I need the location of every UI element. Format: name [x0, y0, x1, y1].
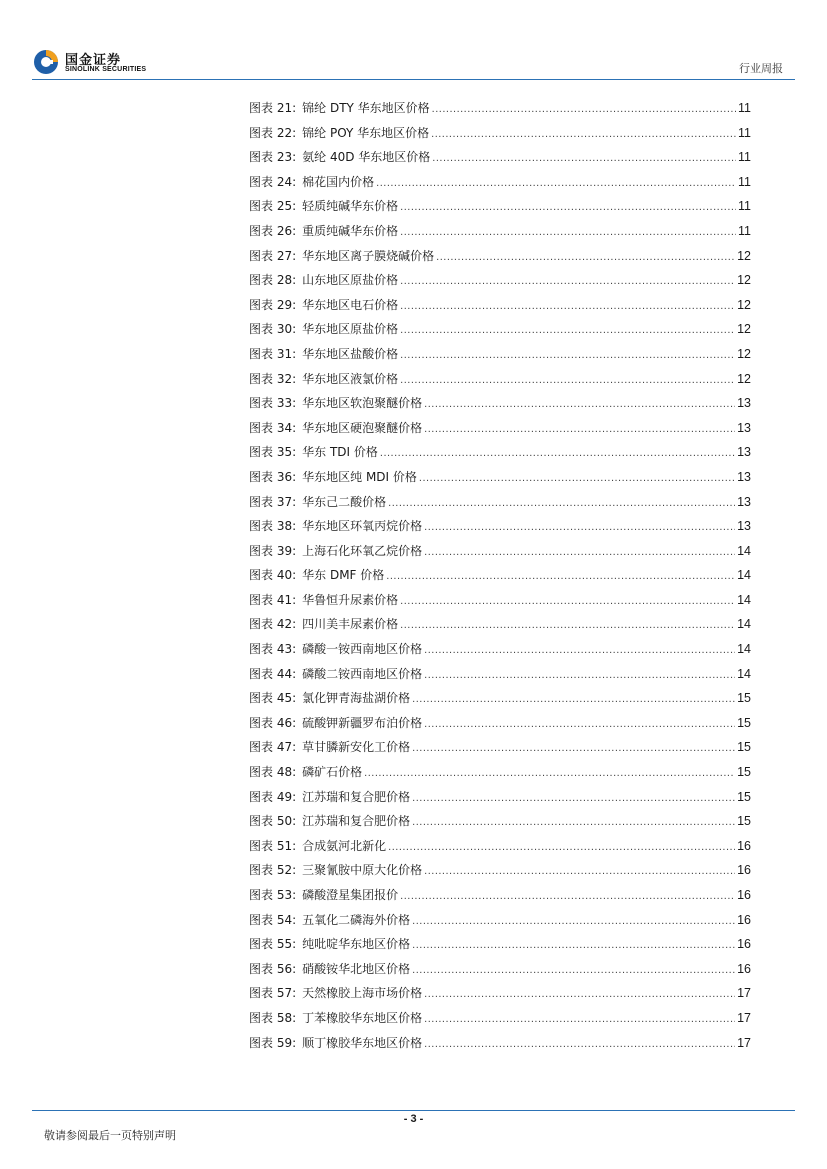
toc-entry-label: 图表 39:	[249, 543, 297, 558]
toc-dot-leader	[400, 222, 736, 242]
logo-chinese-name: 国金证券	[65, 53, 122, 68]
toc-entry-page: 12	[737, 322, 751, 337]
toc-entry-label: 图表 43:	[249, 642, 297, 657]
toc-entry[interactable]	[249, 885, 751, 910]
toc-entry[interactable]	[249, 787, 751, 812]
toc-entry-title: 锦纶 POY 华东地区价格	[302, 125, 430, 140]
toc-entry-title: 华东地区液氯价格	[302, 371, 399, 386]
toc-entry[interactable]	[249, 541, 751, 566]
toc-entry-title: 锦纶 DTY 华东地区价格	[302, 101, 430, 115]
toc-entry-label: 图表 27:	[249, 248, 297, 263]
toc-entry-page: 12	[737, 346, 751, 361]
toc-entry-title: 华东地区软泡聚醚价格	[302, 396, 423, 411]
toc-entry-title: 氨纶 40D 华东地区价格	[302, 150, 431, 165]
toc-dot-leader	[424, 1034, 735, 1054]
toc-entry[interactable]	[249, 418, 751, 443]
sinolink-logo-icon	[32, 48, 60, 76]
toc-entry-page: 15	[737, 814, 751, 829]
toc-entry-page: 16	[737, 888, 751, 902]
toc-dot-leader	[424, 984, 735, 1004]
toc-entry-label: 图表 47:	[249, 740, 297, 755]
toc-entry[interactable]	[249, 295, 751, 320]
toc-entry-label: 图表 51:	[249, 838, 297, 853]
toc-dot-leader	[400, 591, 735, 611]
toc-entry-label: 图表 21:	[249, 101, 297, 115]
toc-entry-label: 图表 30:	[249, 322, 297, 337]
toc-entry-label: 图表 59:	[249, 1035, 297, 1050]
toc-entry-page: 14	[737, 666, 751, 681]
toc-entry-label: 图表 40:	[249, 568, 297, 583]
toc-entry-title: 华东己二酸价格	[302, 494, 387, 509]
toc-entry-title: 江苏瑞和复合肥价格	[302, 814, 411, 829]
company-logo	[32, 48, 162, 78]
toc-entry-page: 17	[737, 986, 751, 1001]
toc-entry-page: 12	[737, 248, 751, 263]
toc-entry[interactable]	[249, 147, 751, 172]
toc-entry[interactable]	[249, 344, 751, 369]
toc-entry[interactable]	[249, 934, 751, 959]
toc-entry[interactable]	[249, 516, 751, 541]
toc-entry-title: 四川美丰尿素价格	[302, 617, 399, 632]
toc-dot-leader	[400, 370, 735, 390]
toc-entry-label: 图表 45:	[249, 691, 297, 706]
toc-entry-title: 磷酸二铵西南地区价格	[302, 666, 423, 681]
toc-entry-page: 15	[737, 740, 751, 755]
toc-entry-title: 华东地区纯 MDI 价格	[302, 469, 417, 484]
toc-dot-leader	[400, 320, 735, 340]
toc-entry[interactable]	[249, 442, 751, 467]
toc-entry-title: 草甘膦新安化工价格	[302, 740, 411, 755]
toc-entry-page: 12	[737, 297, 751, 312]
report-type: 行业周报	[739, 62, 783, 75]
toc-dot-leader	[412, 689, 735, 709]
toc-dot-leader	[400, 271, 735, 291]
footer-divider	[32, 1110, 795, 1111]
toc-entry[interactable]	[249, 860, 751, 885]
toc-entry-page: 11	[738, 223, 751, 238]
toc-dot-leader	[424, 517, 735, 537]
toc-entry-label: 图表 58:	[249, 1010, 297, 1025]
toc-entry-label: 图表 50:	[249, 814, 297, 829]
toc-entry[interactable]	[249, 123, 751, 148]
toc-dot-leader	[436, 247, 735, 267]
toc-dot-leader	[424, 714, 735, 734]
toc-entry-label: 图表 31:	[249, 346, 297, 361]
toc-entry[interactable]	[249, 811, 751, 836]
toc-entry-page: 14	[737, 543, 751, 558]
toc-entry[interactable]	[249, 983, 751, 1008]
toc-entry-title: 合成氨河北新化	[302, 838, 387, 853]
toc-entry-label: 图表 26:	[249, 223, 297, 238]
toc-dot-leader	[386, 566, 735, 586]
toc-dot-leader	[400, 345, 735, 365]
toc-dot-leader	[400, 296, 735, 316]
toc-entry-page: 11	[738, 101, 751, 115]
page-number: - 3 -	[403, 1113, 424, 1125]
toc-entry-page: 15	[737, 691, 751, 706]
toc-entry-label: 图表 25:	[249, 199, 297, 214]
toc-dot-leader	[412, 812, 735, 832]
toc-entry-label: 图表 56:	[249, 961, 297, 976]
toc-entry-title: 华东地区环氧丙烷价格	[302, 519, 423, 534]
toc-entry[interactable]	[249, 1008, 751, 1033]
toc-entry-label: 图表 54:	[249, 912, 297, 927]
toc-entry-page: 13	[737, 494, 751, 509]
toc-entry[interactable]	[249, 959, 751, 984]
toc-entry[interactable]	[249, 492, 751, 517]
logo-english-name: SINOLINK SECURITIES	[65, 66, 147, 73]
toc-entry-page: 13	[737, 519, 751, 534]
toc-entry-page: 13	[737, 420, 751, 435]
toc-entry-page: 14	[737, 642, 751, 657]
toc-dot-leader	[432, 99, 736, 119]
toc-entry-label: 图表 29:	[249, 297, 297, 312]
toc-dot-leader	[412, 911, 735, 931]
toc-dot-leader	[424, 640, 735, 660]
toc-entry-page: 13	[737, 445, 751, 460]
toc-entry[interactable]	[249, 688, 751, 713]
toc-entry-page: 15	[737, 765, 751, 780]
toc-entry-label: 图表 49:	[249, 789, 297, 804]
toc-entry-page: 16	[737, 961, 751, 976]
toc-entry-page: 11	[738, 150, 751, 165]
toc-entry-title: 三聚氰胺中原大化价格	[302, 863, 423, 878]
toc-entry-page: 15	[737, 789, 751, 804]
toc-entry-title: 上海石化环氧乙烷价格	[302, 543, 423, 558]
toc-entry[interactable]	[249, 319, 751, 344]
toc-entry-label: 图表 44:	[249, 666, 297, 681]
toc-dot-leader	[400, 197, 736, 217]
toc-entry-page: 17	[737, 1010, 751, 1025]
toc-entry-title: 华东地区原盐价格	[302, 322, 399, 337]
toc-entry[interactable]	[249, 393, 751, 418]
header-divider	[32, 79, 795, 80]
toc-entry[interactable]	[249, 639, 751, 664]
toc-entry-title: 轻质纯碱华东价格	[302, 199, 399, 214]
toc-dot-leader	[412, 960, 735, 980]
toc-entry-label: 图表 52:	[249, 863, 297, 878]
toc-dot-leader	[388, 493, 735, 513]
toc-entry-title: 磷酸澄星集团报价	[302, 888, 399, 902]
toc-entry-label: 图表 38:	[249, 519, 297, 534]
toc-entry[interactable]	[249, 369, 751, 394]
toc-dot-leader	[400, 615, 735, 635]
toc-entry-page: 13	[737, 469, 751, 484]
toc-entry-title: 磷矿石价格	[302, 765, 363, 780]
toc-entry-page: 11	[738, 125, 751, 140]
toc-entry-page: 12	[737, 273, 751, 288]
toc-entry-title: 纯吡啶华东地区价格	[302, 937, 411, 952]
toc-entry-label: 图表 34:	[249, 420, 297, 435]
toc-entry-title: 重质纯碱华东价格	[302, 223, 399, 238]
toc-entry-label: 图表 42:	[249, 617, 297, 632]
toc-entry[interactable]	[249, 221, 751, 246]
toc-entry-label: 图表 57:	[249, 986, 297, 1001]
toc-dot-leader	[424, 1009, 735, 1029]
toc-entry-title: 华东 TDI 价格	[302, 445, 378, 460]
toc-entry-label: 图表 22:	[249, 125, 297, 140]
toc-entry-label: 图表 55:	[249, 937, 297, 952]
toc-entry[interactable]	[249, 590, 751, 615]
toc-entry-label: 图表 28:	[249, 273, 297, 288]
toc-dot-leader	[424, 542, 735, 562]
toc-entry-page: 14	[737, 617, 751, 632]
toc-entry[interactable]	[249, 565, 751, 590]
toc-entry-title: 硫酸钾新疆罗布泊价格	[302, 715, 423, 730]
toc-dot-leader	[432, 148, 736, 168]
toc-entry-page: 12	[737, 371, 751, 386]
toc-entry-title: 天然橡胶上海市场价格	[302, 986, 423, 1001]
toc-dot-leader	[424, 419, 735, 439]
toc-entry-title: 顺丁橡胶华东地区价格	[302, 1035, 423, 1050]
toc-entry-label: 图表 46:	[249, 715, 297, 730]
toc-entry-page: 16	[737, 838, 751, 853]
toc-entry[interactable]	[249, 836, 751, 861]
toc-dot-leader	[431, 124, 736, 144]
toc-entry[interactable]	[249, 98, 751, 123]
toc-entry[interactable]	[249, 1033, 751, 1058]
toc-entry-title: 华东地区离子膜烧碱价格	[302, 248, 435, 263]
toc-entry-title: 五氧化二磷海外价格	[302, 912, 411, 927]
toc-entry[interactable]	[249, 910, 751, 935]
toc-entry-title: 丁苯橡胶华东地区价格	[302, 1010, 423, 1025]
toc-dot-leader	[364, 763, 735, 783]
toc-entry[interactable]	[249, 762, 751, 787]
toc-entry-page: 15	[737, 715, 751, 730]
toc-dot-leader	[424, 394, 735, 414]
toc-entry-label: 图表 23:	[249, 150, 297, 165]
toc-dot-leader	[424, 861, 735, 881]
toc-entry-page: 14	[737, 592, 751, 607]
toc-entry[interactable]	[249, 196, 751, 221]
toc-entry-title: 磷酸一铵西南地区价格	[302, 642, 423, 657]
toc-entry-label: 图表 48:	[249, 765, 297, 780]
toc-entry-title: 华东地区硬泡聚醚价格	[302, 420, 423, 435]
toc-entry[interactable]	[249, 713, 751, 738]
toc-entry-title: 山东地区原盐价格	[302, 273, 399, 288]
toc-entry-label: 图表 35:	[249, 445, 297, 460]
toc-entry[interactable]	[249, 246, 751, 271]
toc-entry-title: 华鲁恒升尿素价格	[302, 592, 399, 607]
figure-list	[249, 98, 751, 1057]
toc-entry-title: 江苏瑞和复合肥价格	[302, 789, 411, 804]
toc-entry-label: 图表 37:	[249, 494, 297, 509]
toc-entry-label: 图表 36:	[249, 469, 297, 484]
toc-entry[interactable]	[249, 467, 751, 492]
toc-dot-leader	[424, 665, 735, 685]
toc-entry-page: 16	[737, 912, 751, 927]
toc-dot-leader	[412, 738, 735, 758]
toc-entry-title: 华东地区盐酸价格	[302, 346, 399, 361]
toc-entry-page: 11	[738, 174, 751, 189]
toc-dot-leader	[419, 468, 735, 488]
toc-entry-title: 华东地区电石价格	[302, 297, 399, 312]
toc-entry-title: 棉花国内价格	[302, 174, 375, 189]
toc-entry-page: 16	[737, 863, 751, 878]
toc-entry-label: 图表 53:	[249, 888, 297, 902]
toc-dot-leader	[412, 935, 735, 955]
toc-entry-page: 11	[738, 199, 751, 214]
toc-entry-title: 氯化钾青海盐湖价格	[302, 691, 411, 706]
toc-entry-page: 17	[737, 1035, 751, 1050]
toc-entry-label: 图表 32:	[249, 371, 297, 386]
toc-entry-title: 硝酸铵华北地区价格	[302, 961, 411, 976]
toc-entry-label: 图表 41:	[249, 592, 297, 607]
toc-entry-label: 图表 33:	[249, 396, 297, 411]
toc-entry-page: 16	[737, 937, 751, 952]
toc-dot-leader	[412, 788, 735, 808]
toc-entry[interactable]	[249, 614, 751, 639]
toc-entry[interactable]	[249, 737, 751, 762]
toc-entry-page: 13	[737, 396, 751, 411]
toc-entry[interactable]	[249, 270, 751, 295]
toc-entry-title: 华东 DMF 价格	[302, 568, 385, 583]
toc-dot-leader	[376, 173, 736, 193]
disclaimer: 敬请参阅最后一页特别声明	[44, 1129, 176, 1142]
toc-entry[interactable]	[249, 664, 751, 689]
toc-entry-label: 图表 24:	[249, 174, 297, 189]
toc-dot-leader	[388, 837, 735, 857]
toc-entry-page: 14	[737, 568, 751, 583]
toc-dot-leader	[380, 443, 735, 463]
toc-dot-leader	[400, 886, 735, 906]
toc-entry[interactable]	[249, 172, 751, 197]
